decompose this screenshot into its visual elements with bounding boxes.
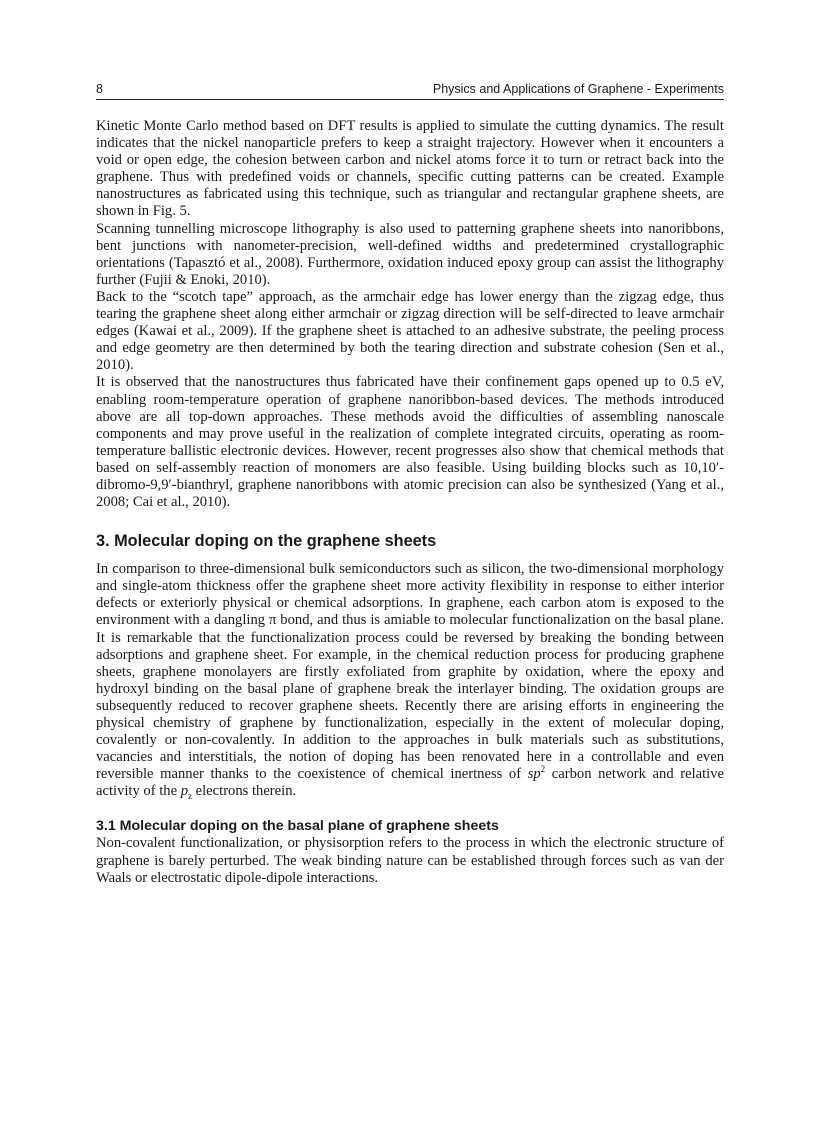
page-number: 8 [96, 82, 103, 96]
paragraph-non-covalent: Non-covalent functionalization, or physisorption refers to the process in which the electronic structure of graphene is barely perturbed. The weak binding nature can be established through forces such as van der Waals or electrostatic dipole-dipole interactions. [96, 835, 724, 886]
sp-superscript: 2 [540, 764, 546, 775]
paragraph-molecular-doping-text: In comparison to three-dimensional bulk semiconductors such as silicon, the two-dimensional morphology and single-atom thickness offer the graphene sheet more activity flexibility in response to either interior defects or exteriorly physical or chemical adsorptions. In graphene, each carbon atom is exposed to the environment with a dangling π bond, and thus is amiable to molecular functionalization on the basal plane. It is remarkable that the functionalization process could be reversed by breaking the bonding between adsorptions and graphene sheet. For example, in the chemical reduction process for producing graphene sheets, graphene monolayers are firstly exfoliated from graphite by oxidation, where the epoxy and hydroxyl binding on the basal plane of graphene break the interlayer binding. The oxidation groups are subsequently reduced to recover graphene sheets. Recently there are arising efforts in engineering the physical chemistry of graphene by functionalization, especially in the extent of molecular doping, covalently or non-covalently. In addition to the approaches in bulk materials such as substitutions, vacancies and interstitials, the notion of doping has been renovated here in a controllable and even reversible manner thanks to the coexistence of chemical inertness of [96, 561, 724, 783]
pz-subscript: z [188, 791, 192, 802]
paragraph-molecular-doping-mid: carbon network and relative activity of the [96, 766, 724, 800]
paragraph-kinetic-monte-carlo: Kinetic Monte Carlo method based on DFT results is applied to simulate the cutting dynamics. The result indicates that the nickel nanoparticle prefers to keep a straight trajectory. However when it encounters a void or open edge, the cohesion between carbon and nickel atoms force it to turn or retract back into the graphene. Thus with predefined voids or channels, specific cutting patterns can be created. Example nanostructures as fabricated using this technique, such as triangular and rectangular graphene sheets, are shown in Fig. 5. [96, 118, 724, 220]
running-header [96, 82, 724, 100]
section-heading-molecular-doping: 3. Molecular doping on the graphene sheets [96, 532, 437, 551]
paragraph-nanostructures: It is observed that the nanostructures thus fabricated have their confinement gaps opened up to 0.5 eV, enabling room-temperature operation of graphene nanoribbon-based devices. The methods introduced above are all top-down approaches. These methods avoid the difficulties of assembling nanoscale components and may prove useful in the realization of complete integrated circuits, operating as room-temperature ballistic electronic devices. However, recent progresses also show that chemical methods that based on self-assembly reaction of monomers are also feasible. Using building blocks such as 10,10′-dibromo-9,9′-bianthryl, graphene nanoribbons with atomic precision can also be synthesized (Yang et al., 2008; Cai et al., 2010). [96, 374, 724, 511]
paragraph-molecular-doping-end: electrons therein. [192, 783, 297, 800]
paragraph-molecular-doping [96, 561, 724, 800]
subsection-heading-basal-plane: 3.1 Molecular doping on the basal plane of graphene sheets [96, 818, 499, 835]
pz-symbol: p [180, 783, 188, 800]
sp-symbol: sp [527, 766, 541, 783]
book-title: Physics and Applications of Graphene - Experiments [432, 82, 724, 96]
paragraph-scotch-tape: Back to the “scotch tape” approach, as the armchair edge has lower energy than the zigzag edge, thus tearing the graphene sheet along either armchair or zigzag direction will be self-directed to leave armchair edges (Kawai et al., 2009). If the graphene sheet is attached to an adhesive substrate, the peeling process and edge geometry are then determined by both the tearing direction and substrate cohesion (Sen et al., 2010). [96, 288, 724, 374]
paragraph-stm-lithography: Scanning tunnelling microscope lithography is also used to patterning graphene sheets into nanoribbons, bent junctions with nanometer-precision, well-defined widths and predetermined crystallographic orientations (Tapasztó et al., 2008). Furthermore, oxidation induced epoxy group can assist the lithography further (Fujii & Enoki, 2010). [96, 220, 724, 288]
body-content [96, 118, 724, 887]
